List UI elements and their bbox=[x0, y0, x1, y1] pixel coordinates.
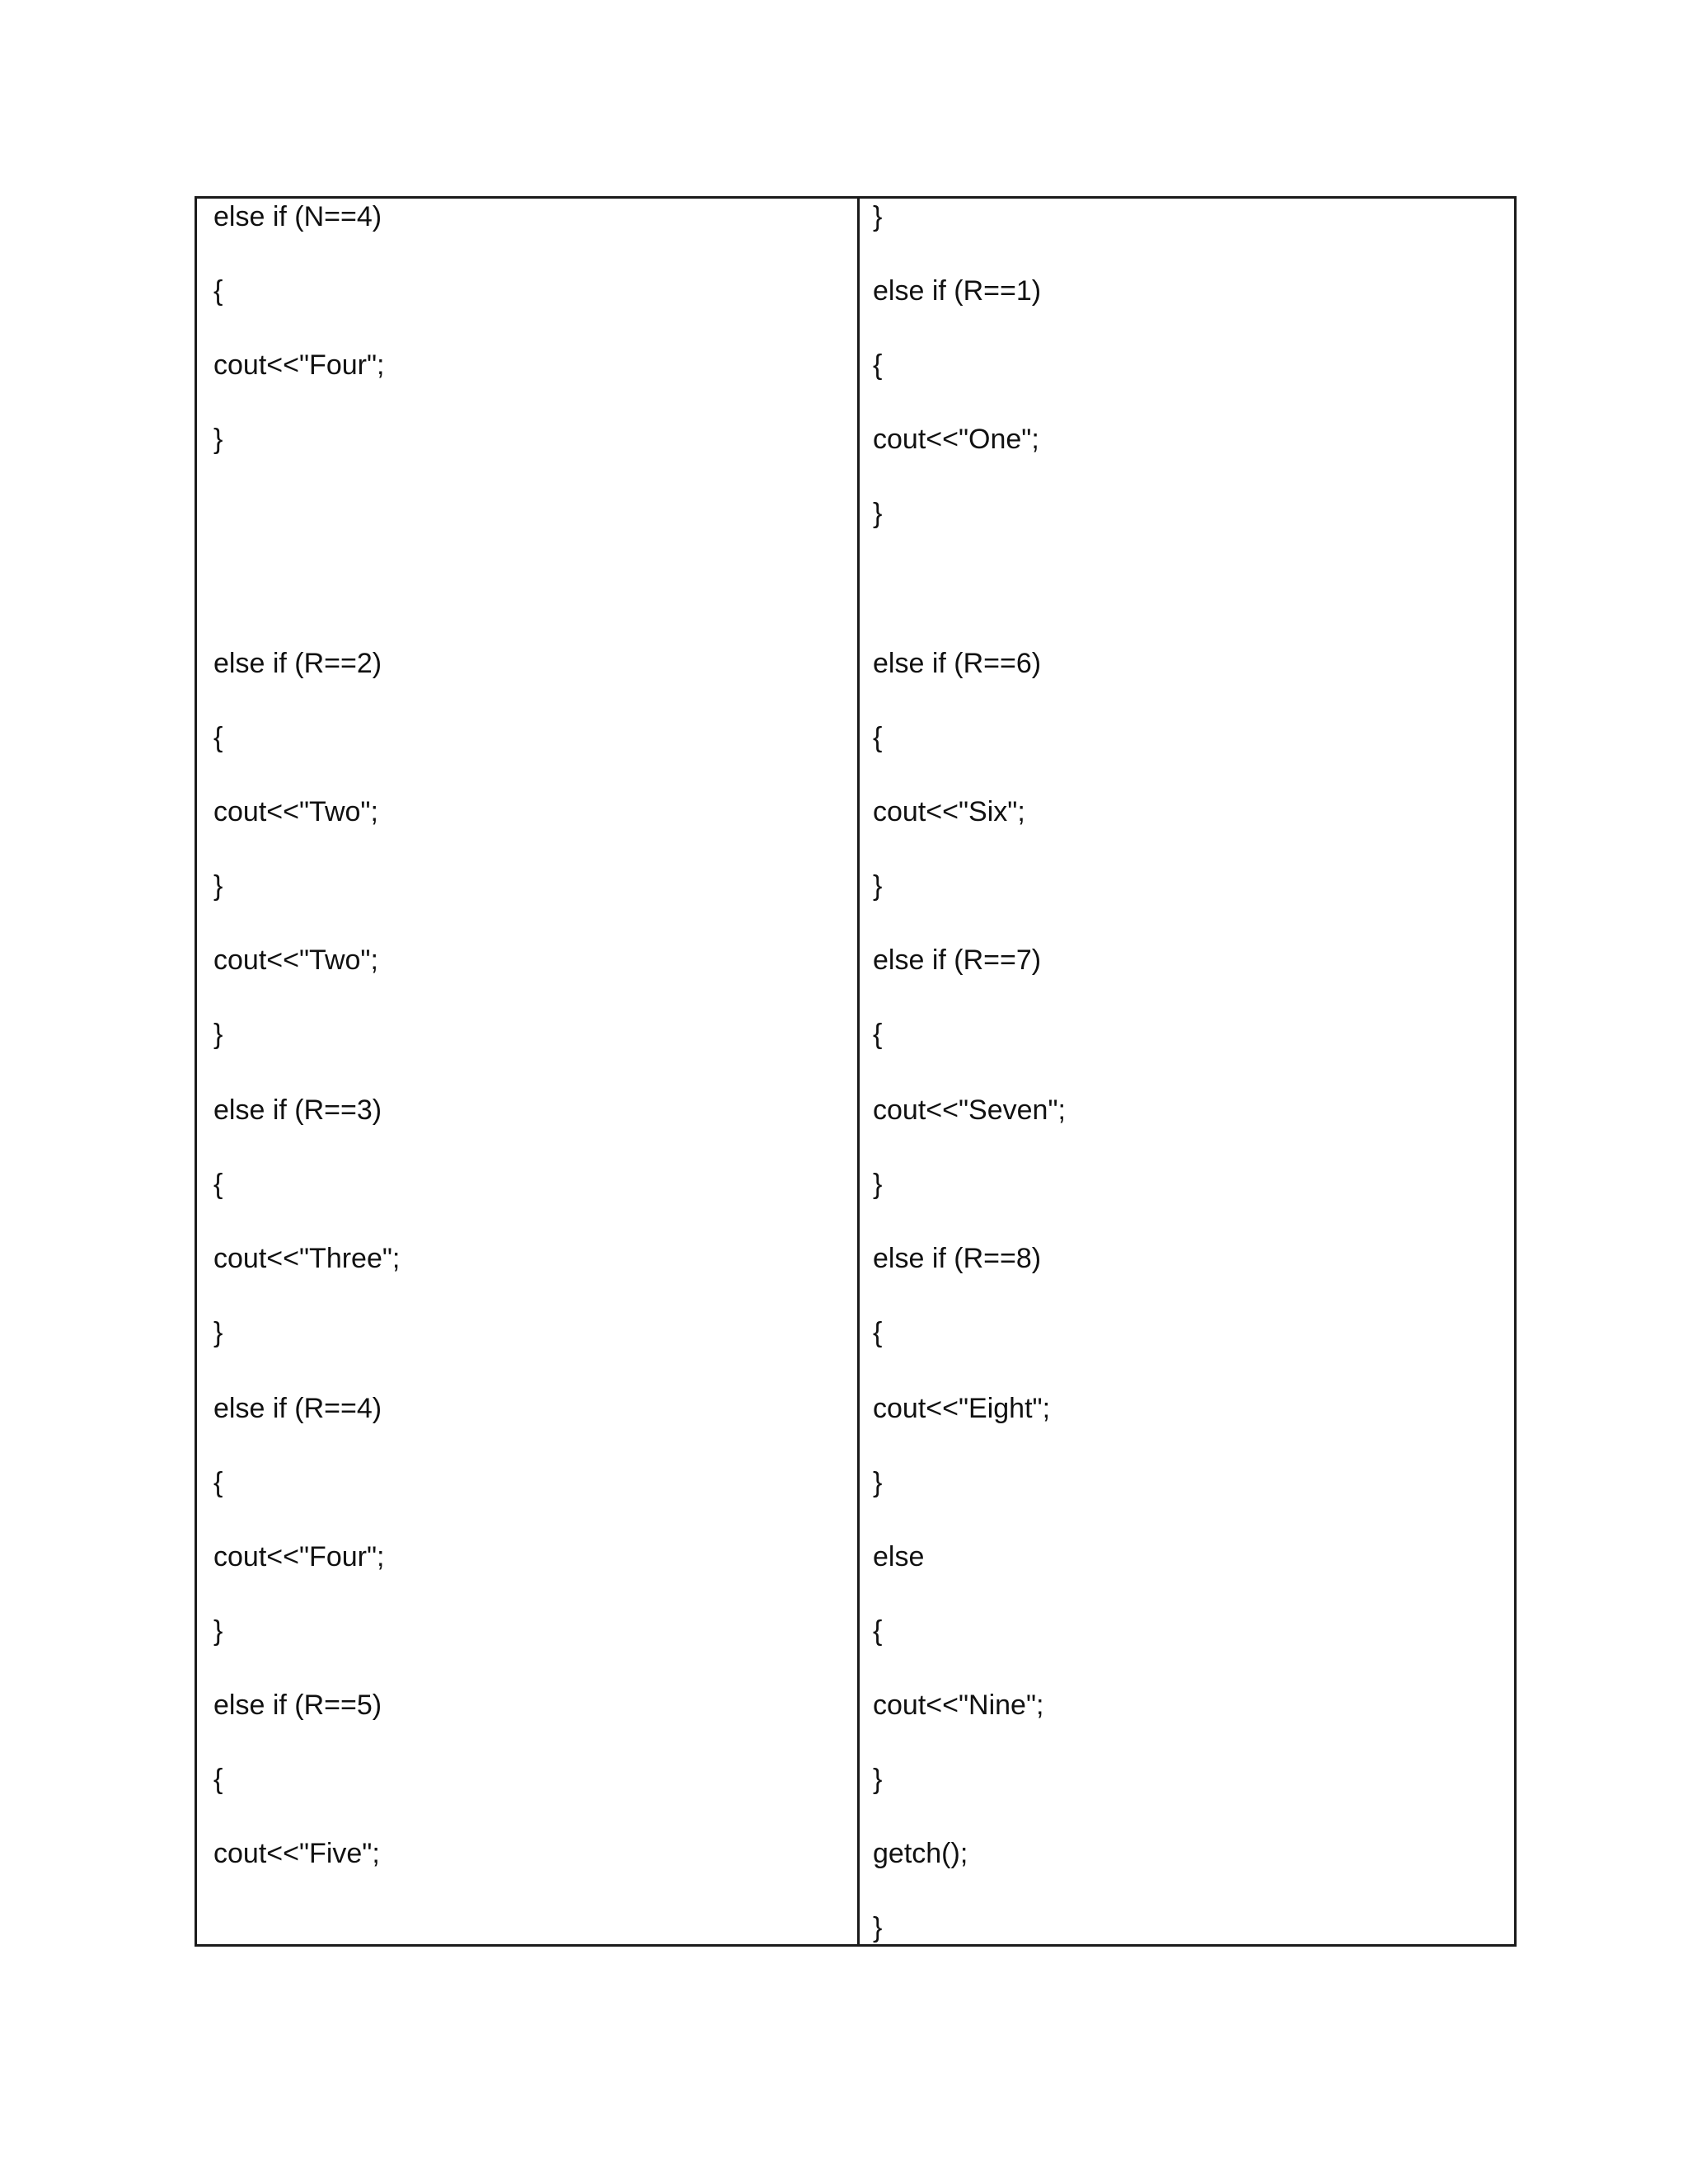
code-line: { bbox=[213, 1467, 223, 1498]
column-divider bbox=[857, 199, 860, 1944]
code-line: } bbox=[213, 1615, 223, 1647]
code-line: { bbox=[873, 1317, 883, 1348]
code-line: { bbox=[873, 1019, 883, 1050]
code-line: { bbox=[213, 275, 223, 307]
code-line: else if (R==4) bbox=[213, 1393, 382, 1424]
code-line: else if (R==1) bbox=[873, 275, 1042, 307]
code-line: cout<<"Seven"; bbox=[873, 1094, 1066, 1126]
code-line: } bbox=[873, 1169, 883, 1200]
code-line: else bbox=[873, 1541, 925, 1572]
code-line: else if (R==6) bbox=[873, 648, 1042, 679]
code-line: } bbox=[213, 1019, 223, 1050]
code-line: else if (R==8) bbox=[873, 1243, 1042, 1274]
code-line: { bbox=[213, 1764, 223, 1795]
code-line: cout<<"Two"; bbox=[213, 944, 378, 976]
code-line: cout<<"Eight"; bbox=[873, 1393, 1051, 1424]
code-line: } bbox=[873, 201, 883, 232]
code-line: } bbox=[873, 1467, 883, 1498]
code-line: cout<<"Six"; bbox=[873, 796, 1025, 827]
code-line: } bbox=[873, 498, 883, 529]
code-line: else if (R==7) bbox=[873, 944, 1042, 976]
code-line: { bbox=[873, 349, 883, 381]
code-line: else if (R==5) bbox=[213, 1690, 382, 1721]
code-line: } bbox=[873, 1764, 883, 1795]
code-line: cout<<"Four"; bbox=[213, 349, 385, 381]
code-line: } bbox=[213, 870, 223, 902]
code-line: } bbox=[873, 1912, 883, 1943]
code-table bbox=[195, 196, 1517, 1947]
code-line: } bbox=[873, 870, 883, 902]
code-line: cout<<"Two"; bbox=[213, 796, 378, 827]
code-line: else if (R==2) bbox=[213, 648, 382, 679]
code-line: cout<<"Three"; bbox=[213, 1243, 401, 1274]
code-line: cout<<"Five"; bbox=[213, 1838, 380, 1869]
code-line: getch(); bbox=[873, 1838, 968, 1869]
code-line: { bbox=[873, 1615, 883, 1647]
code-line: cout<<"One"; bbox=[873, 424, 1039, 455]
code-line: else if (R==3) bbox=[213, 1094, 382, 1126]
code-line: } bbox=[213, 424, 223, 455]
code-line: cout<<"Nine"; bbox=[873, 1690, 1044, 1721]
code-line: { bbox=[213, 722, 223, 753]
code-line: { bbox=[213, 1169, 223, 1200]
code-line: { bbox=[873, 722, 883, 753]
code-line: cout<<"Four"; bbox=[213, 1541, 385, 1572]
code-line: else if (N==4) bbox=[213, 201, 382, 232]
code-line: } bbox=[213, 1317, 223, 1348]
